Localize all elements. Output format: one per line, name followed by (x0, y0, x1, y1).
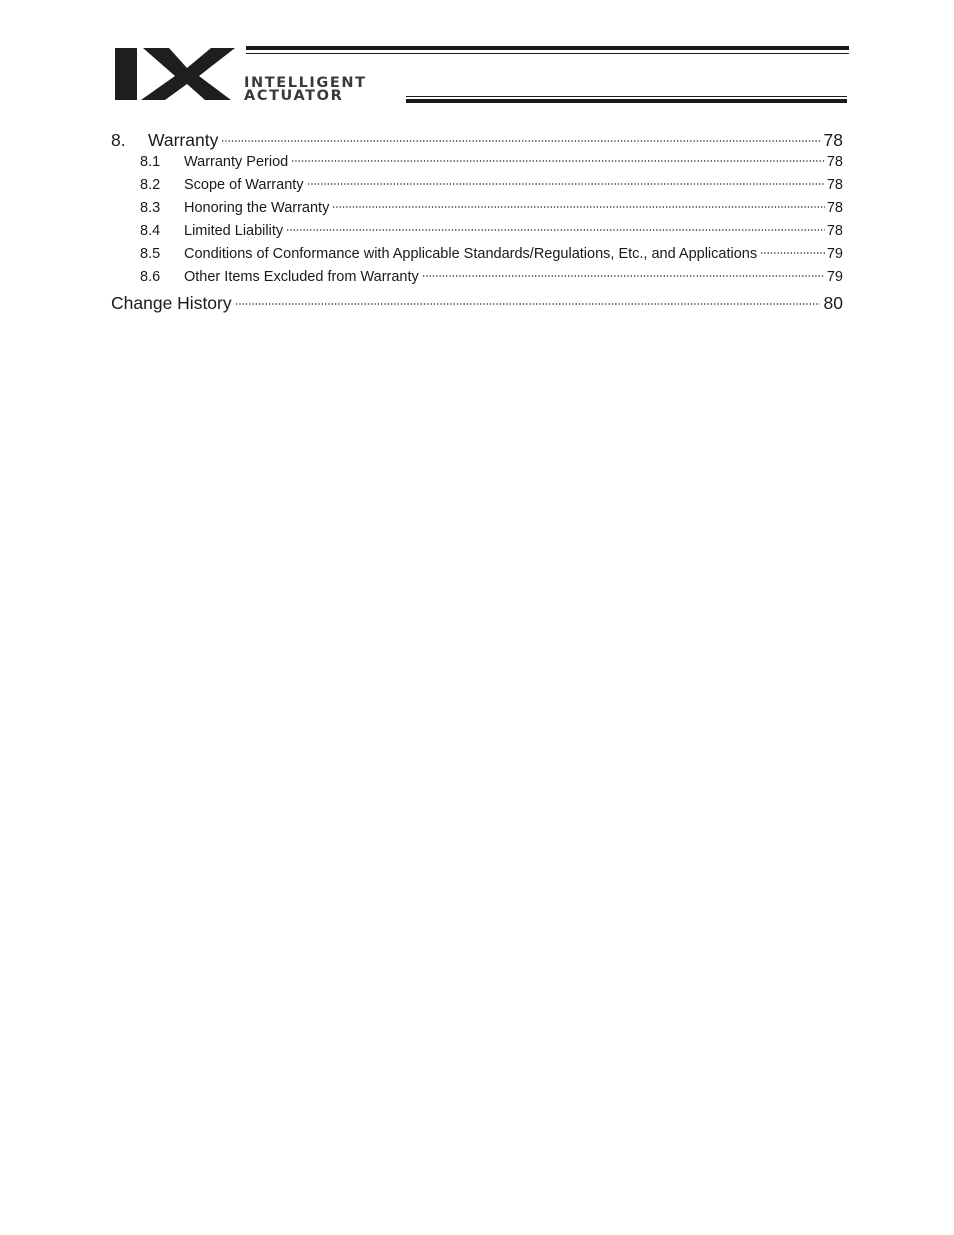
toc-subsection-title: Other Items Excluded from Warranty (184, 269, 419, 285)
dot-leader (221, 140, 819, 142)
toc-subsection-number: 8.3 (140, 200, 161, 216)
toc-subsection-title: Warranty Period (184, 154, 289, 170)
ix-logo (113, 46, 237, 102)
page-header (0, 0, 954, 120)
toc-page-number: 78 (826, 200, 843, 216)
brand-name-line2: ACTUATOR (244, 88, 344, 104)
toc-subsection-number: 8.1 (140, 154, 161, 170)
dot-leader (332, 206, 825, 208)
toc-subsection-honoring-the-warranty[interactable] (111, 200, 843, 223)
toc-subsection-title: Scope of Warranty (184, 177, 304, 193)
toc-section-title: Warranty (148, 130, 219, 150)
toc-change-history[interactable] (111, 293, 843, 317)
toc-page-number: 78 (826, 223, 843, 239)
toc-subsection-conditions-of-conformance[interactable] (111, 246, 843, 269)
toc-page-number: 79 (826, 269, 843, 285)
toc-subsection-title: Limited Liability (184, 223, 284, 239)
table-of-contents (111, 130, 843, 317)
toc-subsection-number: 8.5 (140, 246, 161, 262)
header-rule-top-thick (246, 46, 849, 50)
toc-subsection-limited-liability[interactable] (111, 223, 843, 246)
toc-subsection-warranty-period[interactable] (111, 154, 843, 177)
header-rule-bottom-thin (406, 96, 847, 97)
dot-leader (760, 252, 825, 254)
brand-name-line1: INTELLIGENT (244, 75, 367, 91)
toc-page-number: 79 (826, 246, 843, 262)
toc-page-number: 78 (826, 154, 843, 170)
toc-page-number: 78 (826, 177, 843, 193)
toc-subsection-other-items-excluded[interactable] (111, 269, 843, 292)
dot-leader (235, 303, 820, 305)
header-rule-top-thin (246, 53, 849, 54)
toc-subsection-title: Conditions of Conformance with Applicable Standards/Regulations, Etc., and Applications (184, 246, 758, 262)
toc-section-number: 8. (111, 130, 126, 150)
toc-subsection-number: 8.2 (140, 177, 161, 193)
dot-leader (286, 229, 825, 231)
dot-leader (307, 183, 825, 185)
toc-change-history-title: Change History (111, 293, 232, 313)
header-rule-bottom-thick (406, 99, 847, 103)
dot-leader (291, 160, 825, 162)
toc-subsection-number: 8.6 (140, 269, 161, 285)
toc-subsection-scope-of-warranty[interactable] (111, 177, 843, 200)
toc-subsection-number: 8.4 (140, 223, 161, 239)
dot-leader (422, 275, 825, 277)
toc-page-number: 78 (823, 130, 843, 150)
toc-subsection-title: Honoring the Warranty (184, 200, 330, 216)
toc-page-number: 80 (823, 293, 843, 313)
toc-section-warranty[interactable] (111, 130, 843, 154)
